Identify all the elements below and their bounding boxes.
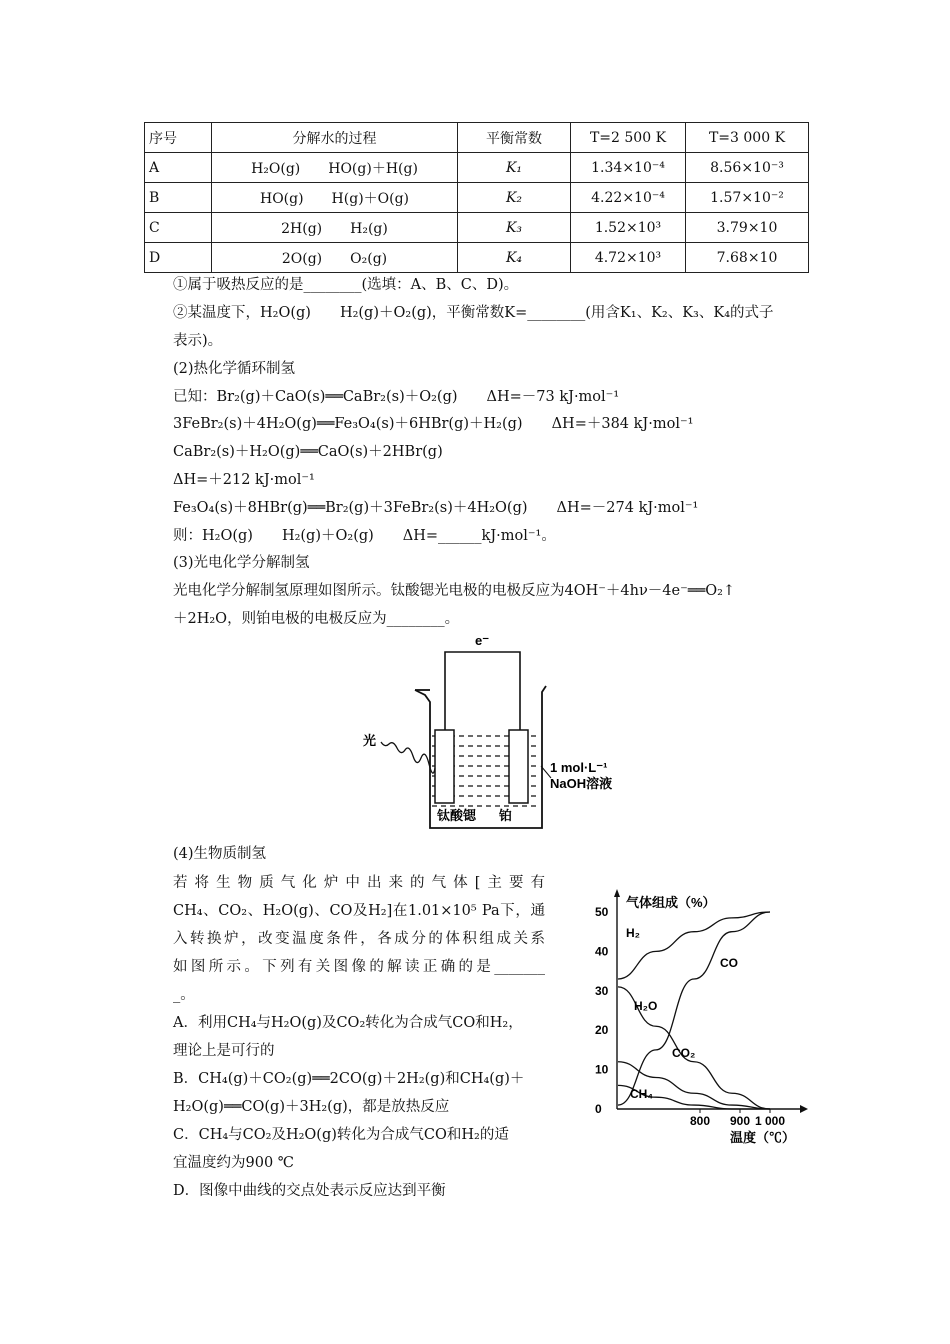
table-row xyxy=(145,213,809,243)
option-d: D．图像中曲线的交点处表示反应达到平衡 xyxy=(173,1183,446,1199)
row-process: 2H(g) H₂(g) xyxy=(212,213,458,243)
chart-labels xyxy=(595,895,795,1145)
question-2: ②某温度下，H₂O(g) H₂(g)＋O₂(g)，平衡常数K=________(用含K₁、K₂、K₃、K₄的式子 xyxy=(173,305,774,321)
x-axis-arrow-icon xyxy=(800,1105,808,1113)
row-k: K₄ xyxy=(458,243,571,273)
section-4-text-3: 入转换炉，改变温度条件，各成分的体积组成关系 xyxy=(173,931,545,947)
electron-label: e⁻ xyxy=(475,633,490,648)
row-t1: 1.52×10³ xyxy=(571,213,686,243)
row-process: H₂O(g) HO(g)＋H(g) xyxy=(212,153,458,183)
y-tick-label: 40 xyxy=(595,944,609,959)
row-t2: 1.57×10⁻² xyxy=(686,183,809,213)
y-tick-label: 0 xyxy=(595,1102,602,1116)
section-4-title: (4)生物质制氢 xyxy=(173,846,267,862)
x-tick-label: 800 xyxy=(689,1114,711,1128)
header-t2: T=3 000 K xyxy=(686,123,809,153)
y-axis-label: 气体组成（%） xyxy=(626,895,716,910)
anode-label: 钛酸锶 xyxy=(437,808,477,823)
section-4-text-4: 如图所示。下列有关图像的解读正确的是_______ xyxy=(173,959,545,975)
row-id: A xyxy=(145,153,212,183)
question-1: ①属于吸热反应的是________(选填：A、B、C、D)。 xyxy=(173,277,519,293)
series-label: CO₂ xyxy=(672,1046,696,1060)
series-label: H₂ xyxy=(626,926,640,940)
question-2-cont: 表示)。 xyxy=(173,333,223,349)
y-axis-arrow-icon xyxy=(614,889,620,897)
row-k: K₁ xyxy=(458,153,571,183)
series-label: CO xyxy=(720,956,738,970)
series-label: CH₄ xyxy=(630,1087,654,1101)
option-c-cont: 宜温度约为900 ℃ xyxy=(173,1155,295,1171)
table-row xyxy=(145,153,809,183)
option-c: C．CH₄与CO₂及H₂O(g)转化为合成气CO和H₂的适 xyxy=(173,1127,509,1143)
gas-composition-chart xyxy=(590,885,820,1150)
equilibrium-table xyxy=(144,122,809,273)
table-row xyxy=(145,243,809,273)
row-t1: 4.22×10⁻⁴ xyxy=(571,183,686,213)
row-process: 2O(g) O₂(g) xyxy=(212,243,458,273)
row-k: K₃ xyxy=(458,213,571,243)
header-k: 平衡常数 xyxy=(458,123,571,153)
table-row xyxy=(145,183,809,213)
header-id: 序号 xyxy=(145,123,212,153)
equation-3: CaBr₂(s)＋H₂O(g)══CaO(s)＋2HBr(g) xyxy=(173,444,443,460)
strontium-titanate-electrode xyxy=(435,730,454,803)
x-tick-label: 900 xyxy=(729,1114,751,1128)
equation-target: 则：H₂O(g) H₂(g)＋O₂(g) ΔH=______kJ·mol⁻¹。 xyxy=(173,528,556,544)
series-label: H₂O xyxy=(634,999,658,1013)
light-label: 光 xyxy=(363,733,377,748)
series-line xyxy=(618,912,770,979)
section-4-text-2: CH₄、CO₂、H₂O(g)、CO及H₂]在1.01×10⁵ Pa下，通 xyxy=(173,903,545,919)
header-process: 分解水的过程 xyxy=(212,123,458,153)
option-a-cont: 理论上是可行的 xyxy=(173,1043,275,1059)
section-3-text: 光电化学分解制氢原理如图所示。钛酸锶光电极的电极反应为4OH⁻＋4hν－4e⁻══O₂↑ xyxy=(173,583,736,599)
platinum-electrode xyxy=(509,730,528,803)
option-a: A．利用CH₄与H₂O(g)及CO₂转化为合成气CO和H₂， xyxy=(173,1015,523,1031)
concentration-label: 1 mol·L⁻¹ xyxy=(550,760,608,775)
light-wave-icon xyxy=(381,742,435,773)
equation-4: Fe₃O₄(s)＋8HBr(g)══Br₂(g)＋3FeBr₂(s)＋4H₂O(g) ΔH=－274 kJ·mol⁻¹ xyxy=(173,500,699,516)
header-t1: T=2 500 K xyxy=(571,123,686,153)
row-id: D xyxy=(145,243,212,273)
x-axis-label: 温度（℃） xyxy=(730,1130,796,1145)
row-t1: 4.72×10³ xyxy=(571,243,686,273)
section-2-title: (2)热化学循环制氢 xyxy=(173,361,296,377)
y-tick-label: 30 xyxy=(595,983,609,998)
row-id: B xyxy=(145,183,212,213)
electrolysis-cell-diagram xyxy=(355,630,625,835)
external-wire xyxy=(445,652,520,730)
option-b: B．CH₄(g)＋CO₂(g)══2CO(g)＋2H₂(g)和CH₄(g)＋ xyxy=(173,1071,525,1087)
x-tick-label: 1 000 xyxy=(754,1114,786,1128)
row-t2: 3.79×10 xyxy=(686,213,809,243)
section-3-text-cont: ＋2H₂O，则铂电极的电极反应为________。 xyxy=(173,611,460,627)
row-id: C xyxy=(145,213,212,243)
row-t2: 8.56×10⁻³ xyxy=(686,153,809,183)
y-tick-label: 10 xyxy=(595,1062,609,1077)
row-process: HO(g) H(g)＋O(g) xyxy=(212,183,458,213)
equation-2: 3FeBr₂(s)＋4H₂O(g)══Fe₃O₄(s)＋6HBr(g)＋H₂(g) ΔH=＋384 kJ·mol⁻¹ xyxy=(173,416,694,432)
equation-3-enthalpy: ΔH=＋212 kJ·mol⁻¹ xyxy=(173,472,315,488)
solution-label: NaOH溶液 xyxy=(550,776,613,791)
table-header xyxy=(145,123,809,153)
y-tick-label: 20 xyxy=(595,1023,609,1038)
option-b-cont: H₂O(g)══CO(g)＋3H₂(g)，都是放热反应 xyxy=(173,1099,450,1115)
row-k: K₂ xyxy=(458,183,571,213)
cathode-label: 铂 xyxy=(499,808,513,823)
equation-1: 已知：Br₂(g)＋CaO(s)══CaBr₂(s)＋O₂(g) ΔH=－73 kJ·mol⁻¹ xyxy=(173,389,620,405)
y-tick-label: 50 xyxy=(595,905,609,919)
section-4-text-5: _。 xyxy=(173,987,195,1003)
row-t2: 7.68×10 xyxy=(686,243,809,273)
section-4-text-1: 若将生物质气化炉中出来的气体[主要有 xyxy=(173,875,545,891)
section-3-title: (3)光电化学分解制氢 xyxy=(173,555,310,571)
row-t1: 1.34×10⁻⁴ xyxy=(571,153,686,183)
